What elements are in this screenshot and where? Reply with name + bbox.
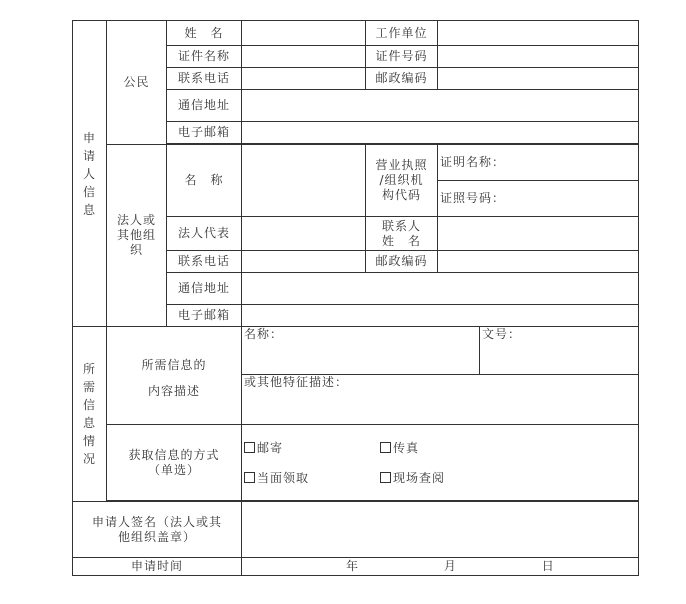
org-phone-label: 联系电话 xyxy=(167,251,242,273)
content-label-line: 所需信息的 xyxy=(141,357,207,372)
option-on-site[interactable] xyxy=(380,463,516,493)
apply-time-field[interactable] xyxy=(242,558,639,576)
citizen-phone-label: 联系电话 xyxy=(167,68,242,90)
info-label-char: 信 xyxy=(82,398,96,412)
info-section-label xyxy=(73,327,107,502)
org-email-field[interactable] xyxy=(242,305,639,327)
day-label: 日 xyxy=(541,559,555,573)
signature-label xyxy=(73,502,242,558)
citizen-address-field[interactable] xyxy=(242,90,639,122)
citizen-label: 公民 xyxy=(107,21,167,145)
org-postal-code-field[interactable] xyxy=(438,251,639,273)
applicant-label-char: 人 xyxy=(82,166,96,181)
info-label-char: 需 xyxy=(82,380,96,394)
checkbox-icon[interactable] xyxy=(244,472,255,483)
org-contact-field[interactable] xyxy=(438,217,639,251)
contact-label-line: 姓 名 xyxy=(381,233,421,248)
content-label-line: 内容描述 xyxy=(147,383,200,398)
applicant-label-char: 申 xyxy=(82,130,96,145)
citizen-id-doc-name-label: 证件名称 xyxy=(167,46,242,68)
citizen-phone-field[interactable] xyxy=(242,68,366,90)
method-label-line: （单选） xyxy=(147,462,200,477)
option-label: 现场查阅 xyxy=(393,470,446,485)
option-label: 邮寄 xyxy=(257,440,284,455)
license-label-line: 构代码 xyxy=(381,188,421,202)
applicant-label-char: 信 xyxy=(82,184,96,199)
citizen-id-doc-number-field[interactable] xyxy=(438,46,639,68)
method-label xyxy=(107,425,242,501)
info-label-char: 况 xyxy=(82,452,96,466)
citizen-name-field[interactable] xyxy=(242,21,366,46)
month-label: 月 xyxy=(443,559,457,573)
applicant-label-char: 请 xyxy=(82,148,96,163)
method-options xyxy=(242,425,639,501)
org-cert-number-field[interactable]: 证照号码： xyxy=(438,181,639,217)
contact-label-line: 联系人 xyxy=(381,218,421,233)
application-form-table xyxy=(72,20,639,576)
info-label-char: 息 xyxy=(82,416,96,430)
org-contact-label xyxy=(366,217,438,251)
signature-field[interactable] xyxy=(242,502,639,558)
option-label: 传真 xyxy=(393,440,420,455)
org-label-line: 法人或 xyxy=(116,213,156,227)
method-label-line: 获取信息的方式 xyxy=(128,447,220,462)
citizen-postal-code-field[interactable] xyxy=(438,68,639,90)
year-label: 年 xyxy=(346,559,360,573)
signature-label-line: 他组织盖章） xyxy=(117,529,196,544)
org-legal-rep-field[interactable] xyxy=(242,217,366,251)
license-label-line: 营业执照 xyxy=(375,158,428,172)
checkbox-icon[interactable] xyxy=(244,442,255,453)
citizen-postal-code-label: 邮政编码 xyxy=(366,68,438,90)
citizen-id-doc-name-field[interactable] xyxy=(242,46,366,68)
option-mail[interactable] xyxy=(244,433,380,463)
signature-label-line: 申请人签名（法人或其 xyxy=(91,514,222,529)
applicant-section-label xyxy=(73,21,107,327)
info-label-char: 情 xyxy=(82,434,96,448)
org-label-line: 织 xyxy=(129,243,143,257)
org-license-label xyxy=(366,145,438,217)
citizen-id-doc-number-label: 证件号码 xyxy=(366,46,438,68)
citizen-address-label: 通信地址 xyxy=(167,90,242,122)
option-label: 当面领取 xyxy=(257,470,310,485)
org-name-label: 名 称 xyxy=(167,145,242,217)
method-options-row xyxy=(242,433,638,463)
org-email-label: 电子邮箱 xyxy=(167,305,242,327)
org-address-field[interactable] xyxy=(242,273,639,305)
org-label-line: 其他组 xyxy=(116,228,156,242)
info-label-char: 所 xyxy=(82,362,96,376)
org-name-field[interactable] xyxy=(242,145,366,217)
content-desc-label xyxy=(107,327,242,425)
option-fax[interactable] xyxy=(380,433,516,463)
org-phone-field[interactable] xyxy=(242,251,366,273)
org-cert-name-field[interactable]: 证明名称： xyxy=(438,145,639,181)
doc-number-field[interactable]: 文号： xyxy=(480,327,639,375)
checkbox-icon[interactable] xyxy=(380,442,391,453)
other-desc-field[interactable]: 或其他特征描述： xyxy=(242,375,639,425)
applicant-label-char: 息 xyxy=(82,202,96,217)
citizen-email-field[interactable] xyxy=(242,122,639,144)
license-label-line: /组织机 xyxy=(379,173,424,187)
apply-time-label: 申请时间 xyxy=(73,558,242,576)
method-options-row xyxy=(242,463,638,493)
checkbox-icon[interactable] xyxy=(380,472,391,483)
org-legal-rep-label: 法人代表 xyxy=(167,217,242,251)
citizen-employer-field[interactable] xyxy=(438,21,639,46)
citizen-name-label: 姓 名 xyxy=(167,21,242,46)
org-label xyxy=(107,145,167,327)
org-address-label: 通信地址 xyxy=(167,273,242,305)
option-in-person[interactable] xyxy=(244,463,380,493)
org-postal-code-label: 邮政编码 xyxy=(366,251,438,273)
info-name-field[interactable]: 名称： xyxy=(242,327,480,375)
citizen-employer-label: 工作单位 xyxy=(366,21,438,46)
citizen-email-label: 电子邮箱 xyxy=(167,122,242,144)
